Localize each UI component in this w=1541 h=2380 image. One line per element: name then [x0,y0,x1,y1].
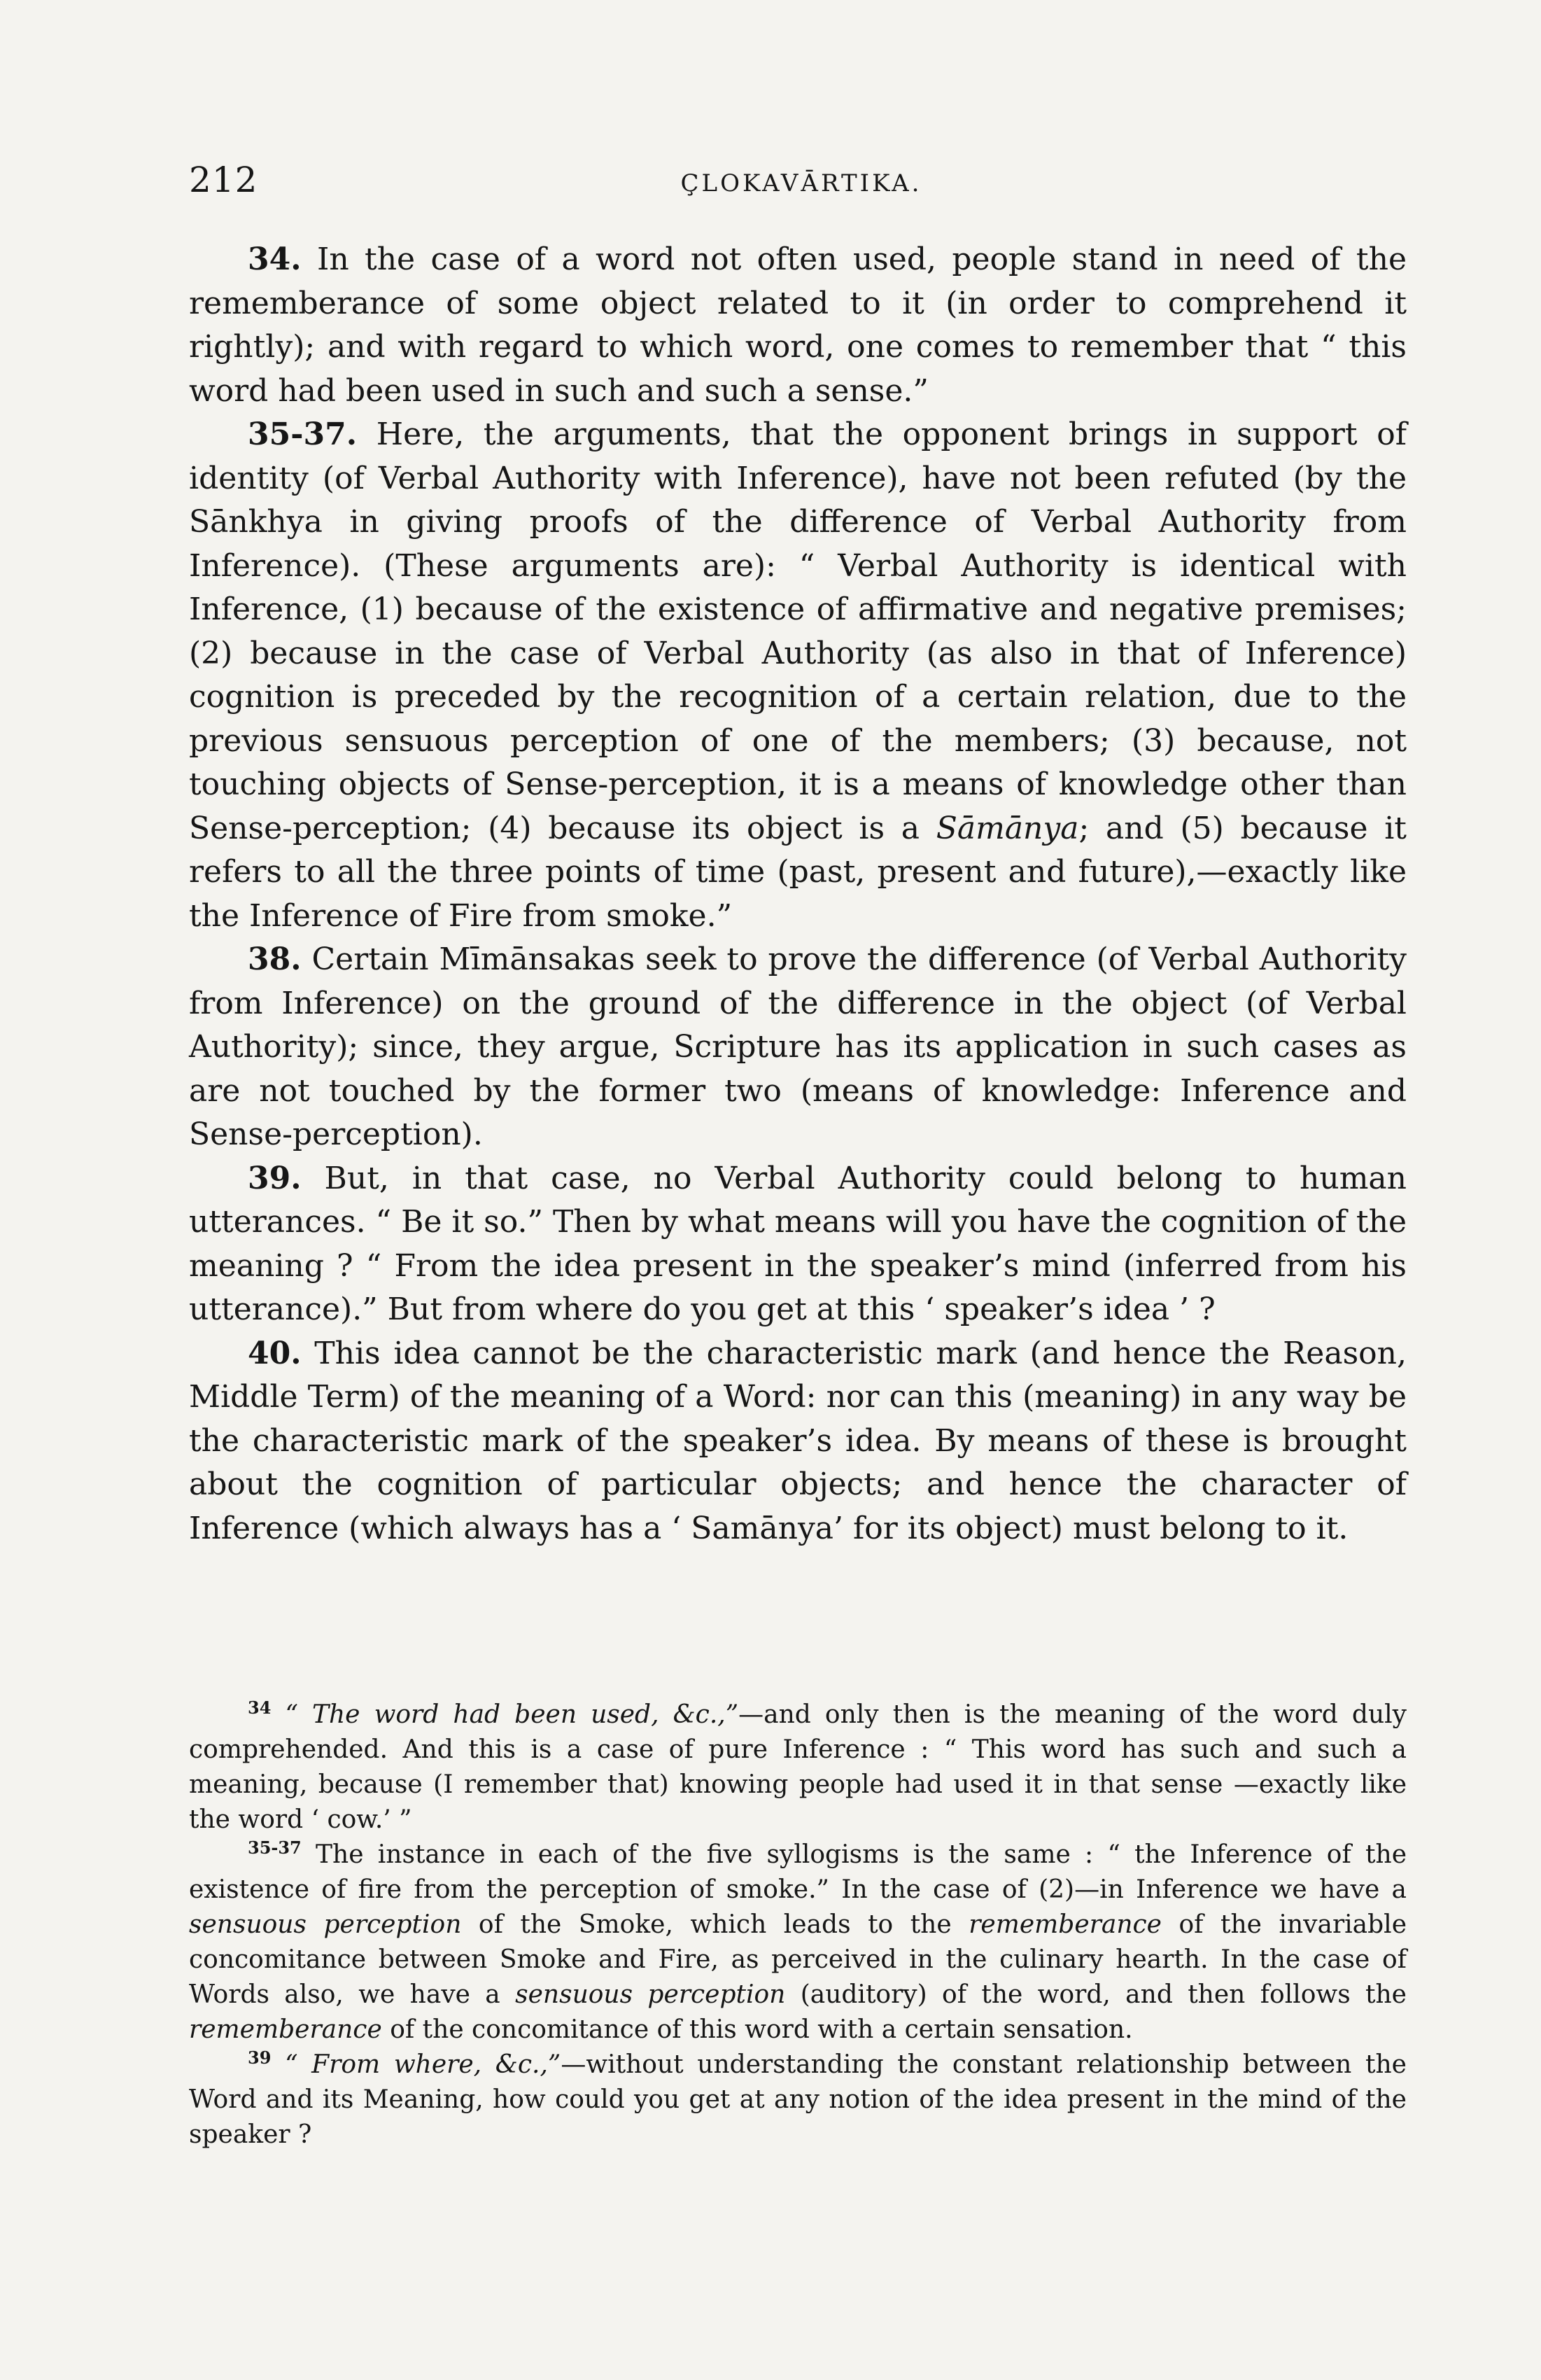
paragraph-number: 39. [248,1160,302,1196]
footnote-number: 34 [248,1698,272,1718]
paragraph-number: 34. [248,241,302,277]
footnote-text: of the invariable concomitance between Smoke and Fire, as perceived in the culinary hearth. In the case of Words also, we have a [189,1910,1407,2009]
paragraph-text: Here, the arguments, that the opponent brings in support of identity (of Verbal Authority with Inference), have not been refuted (by the Sānkhya in giving proofs of the difference of Verbal Authority from Inference). (These arguments are): “ Verbal Authority is identical with Inference, (1) because of the existence of affirmative and negative premises; (2) because in the case of Verbal Authority (as also in that of Inference) cognition is preceded by the recognition of a certain relation, due to the previous sensuous perception of one of the members; (3) because, not touching objects of Sense-perception, it is a means of knowledge other than Sense-perception; (4) because its object is a [189,416,1407,846]
running-title: ÇLOKAVĀRTIKA. [680,169,922,197]
paragraph-text: Certain Mīmānsakas seek to prove the difference (of Verbal Authority from Inference) on the ground of the difference in the object (of Verbal Authority); since, they argue, Scripture has its application in such cases as are not touched by the former two (means of knowledge: Inference and Sense-perception). [189,941,1407,1152]
footnote-text: of the concomitance of this word with a certain sensation. [390,2015,1133,2044]
paragraph-number: 38. [248,941,302,977]
paragraph-35-37 [189,413,1407,938]
paragraph-text: In the case of a word not often used, people stand in need of the rememberance of some object related to it (in order to comprehend it rightly); and with regard to which word, one comes to remember that “ this word had been used in such and such a sense.” [189,241,1407,409]
footnote-number: 35-37 [248,1837,302,1858]
page-header [189,160,1414,216]
footnotes [189,1698,1407,2152]
paragraph-text: But, in that case, no Verbal Authority could belong to human utterances. “ Be it so.” Then by what means will you have the cognition of the meaning ? “ From the idea present in the speaker’s mind (inferred from his utterance).” But from where do you get at this ‘ speaker’s idea ’ ? [189,1160,1407,1327]
footnote-quote: “ From where, &c.,” [285,2050,561,2079]
paragraph-number: 35-37. [248,416,358,452]
paragraph-italic-term: Sāmānya [936,810,1079,846]
footnote-text: The instance in each of the five syllogisms is the same : “ the Inference of the existence of fire from the perception of smoke.” In the case of (2)—in Inference we have a [189,1840,1407,1904]
paragraph-number: 40. [248,1335,302,1371]
paragraph-39 [189,1157,1407,1332]
paragraph-text-continued: ; and (5) because it refers to all the three points of time (past, present and future),—exactly like the Inference of Fire from smoke.” [189,810,1407,934]
footnote-italic: sensuous perception [515,1980,786,2009]
footnote-35-37 [189,1837,1407,2047]
footnote-quote: “ The word had been used, &c.,” [285,1700,739,1729]
footnote-italic: rememberance [189,2015,382,2044]
footnote-text: —without understanding the constant relationship between the Word and its Meaning, how could you get at any notion of the idea present in the mind of the speaker ? [189,2050,1407,2149]
footnote-text: of the Smoke, which leads to the [478,1910,952,1939]
footnote-italic: sensuous perception [189,1910,462,1939]
page-number: 212 [189,160,258,200]
footnote-39 [189,2047,1407,2152]
paragraph-38 [189,938,1407,1157]
main-text [189,238,1407,1550]
footnote-italic: rememberance [969,1910,1162,1939]
footnote-number: 39 [248,2047,272,2068]
paragraph-34 [189,238,1407,413]
paragraph-text: This idea cannot be the characteristic mark (and hence the Reason, Middle Term) of the meaning of a Word: nor can this (meaning) in any way be the characteristic mark of the speaker’s idea. By means of these is brought about the cognition of particular objects; and hence the character of Inference (which always has a ‘ Samānya’ for its object) must belong to it. [189,1335,1407,1546]
footnote-text: (auditory) of the word, and then follows the [800,1980,1407,2009]
paragraph-40 [189,1332,1407,1551]
footnote-text: —and only then is the meaning of the word duly comprehended. And this is a case of pure Inference : “ This word has such and such a meaning, because (I remember that) knowing people had used it in that sense —exactly like the word ‘ cow.’ ” [189,1700,1407,1834]
footnote-34 [189,1698,1407,1837]
